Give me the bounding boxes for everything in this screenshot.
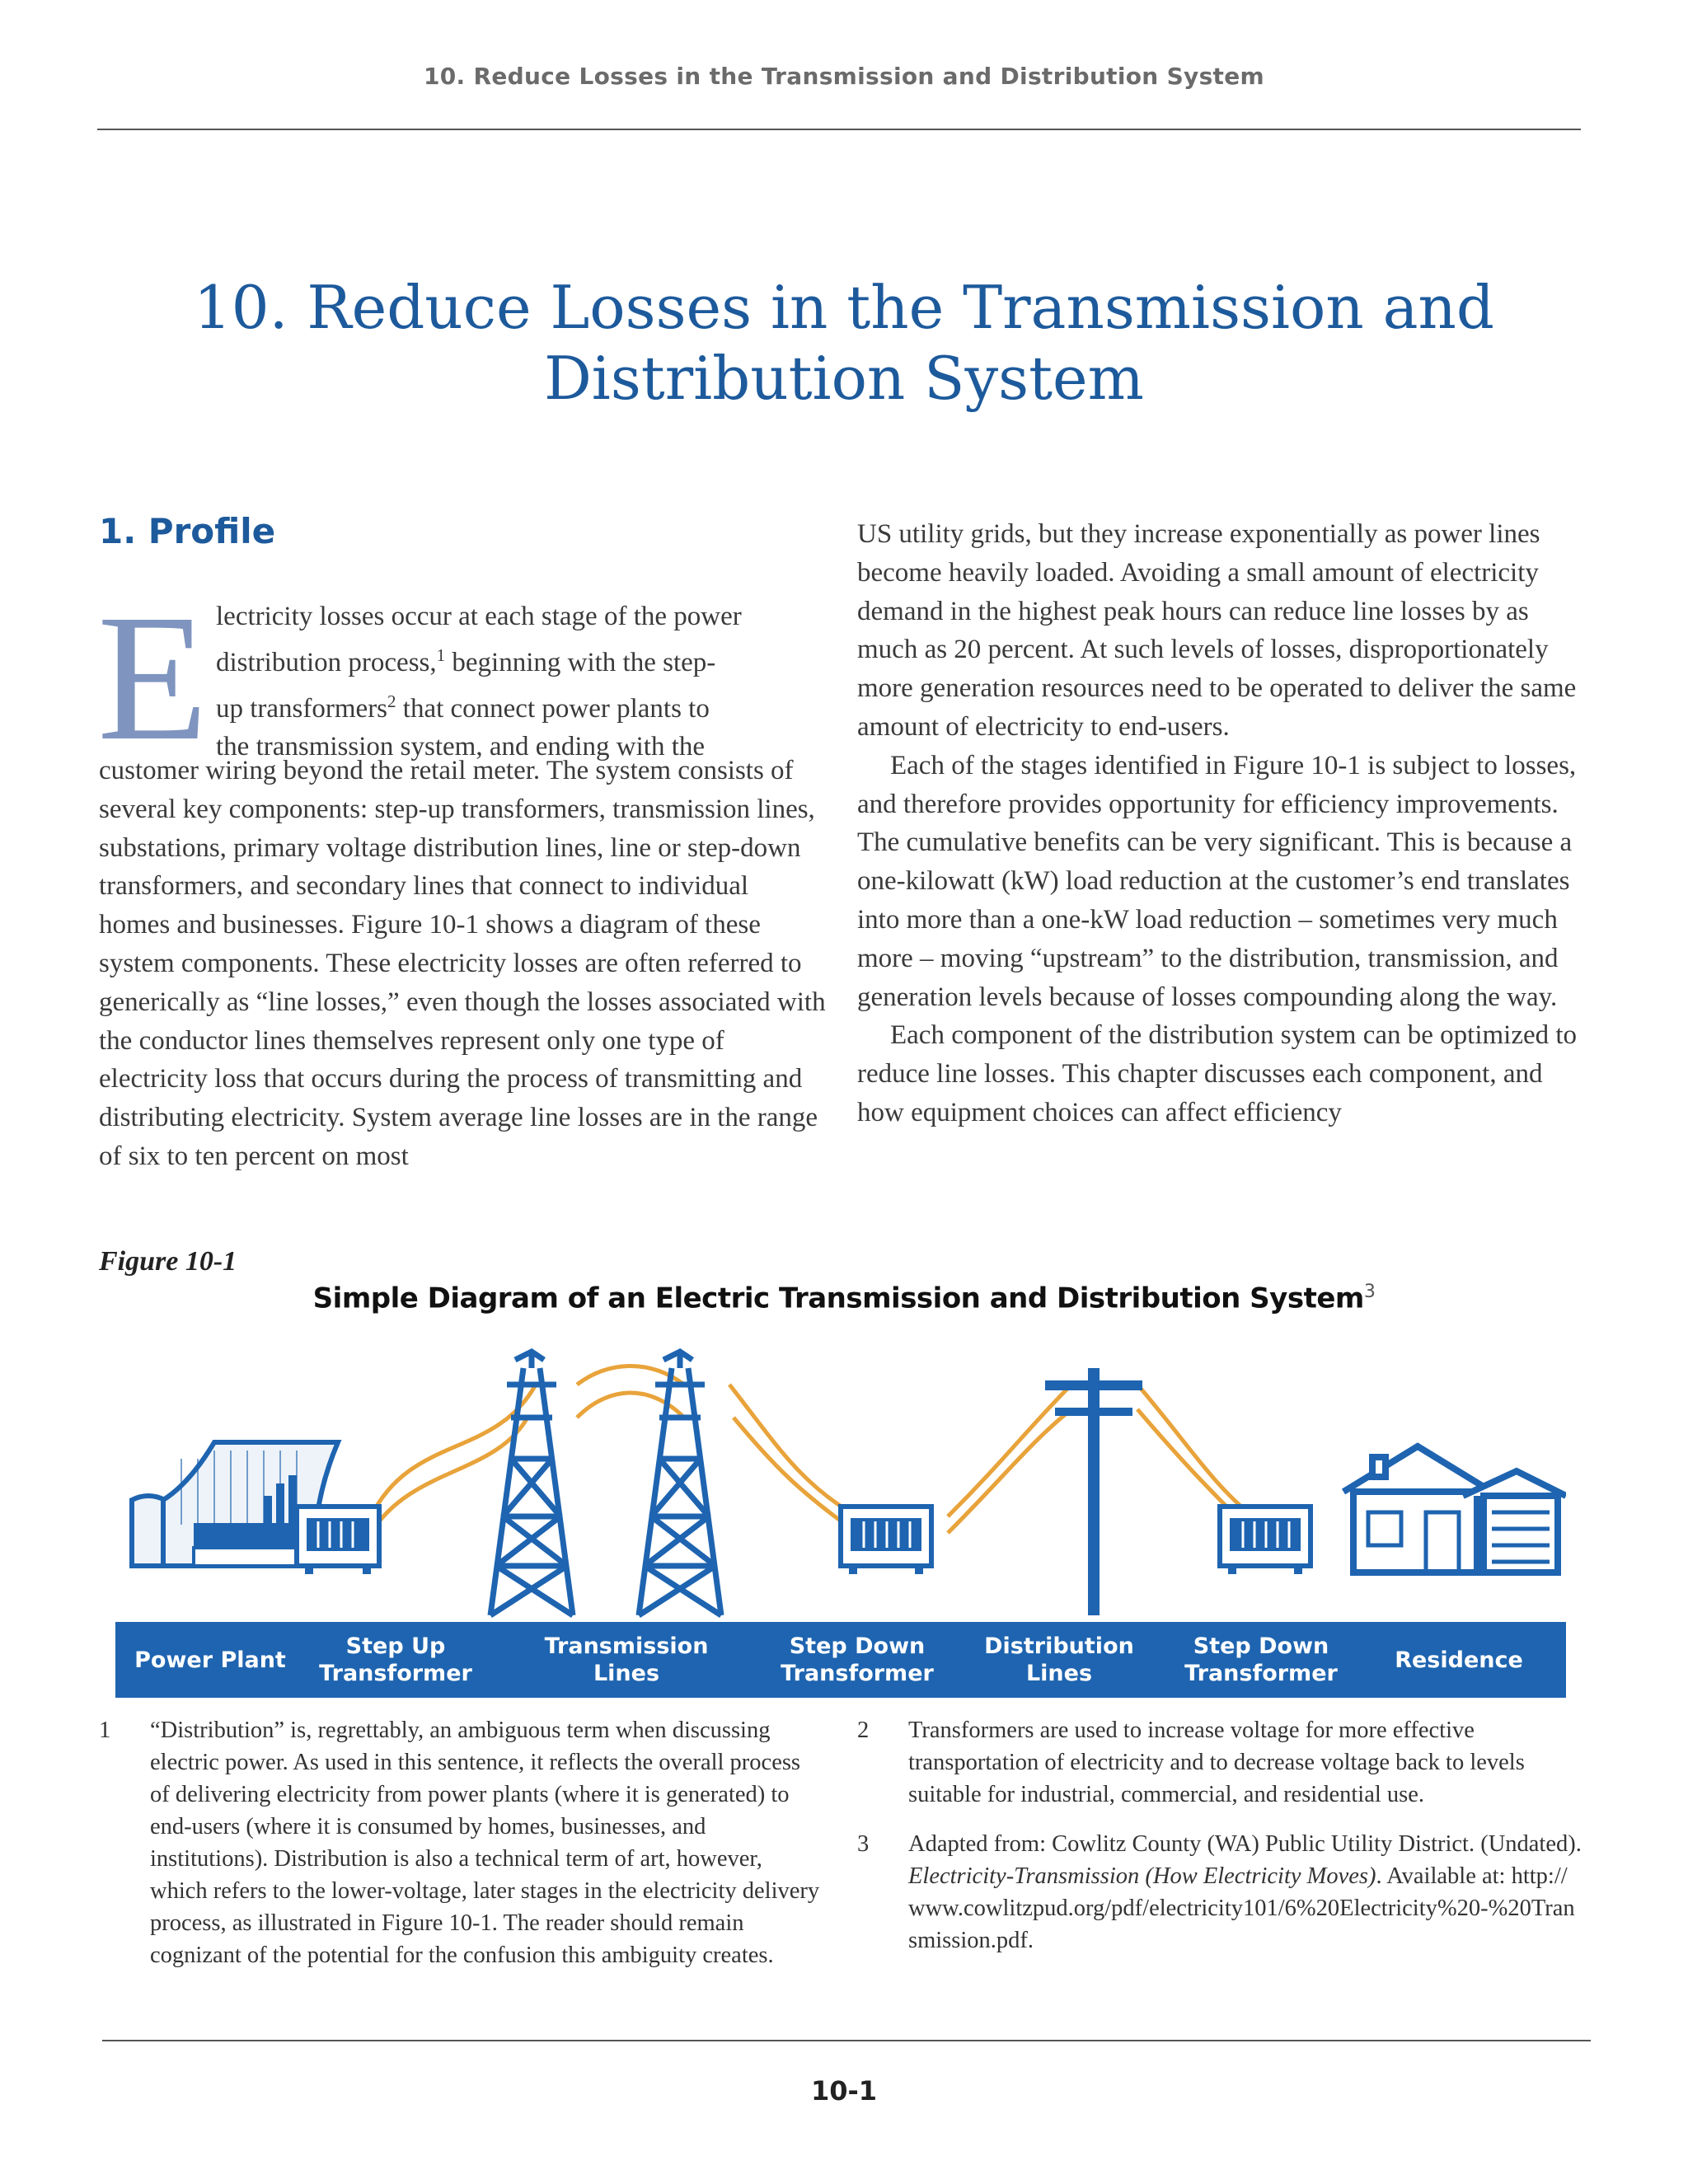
left-column-lead — [216, 598, 842, 766]
distribution-pole-icon — [1045, 1368, 1142, 1615]
right-paragraph-3: Each component of the distribution system can be optimized to reduce line losses. This chapter discusses each component, and how equipment choices can affect efficiency — [857, 1020, 1578, 1127]
transmission-tower-icon — [639, 1352, 721, 1615]
lead-line-1: lectricity losses occur at each stage of the power — [216, 602, 742, 631]
chapter-title — [165, 272, 1523, 414]
lead-line-3 — [216, 682, 842, 729]
lead-line-3-tail: that connect power plants to — [396, 693, 710, 724]
figure-title — [0, 1282, 1688, 1315]
step-down-transformer-icon — [1220, 1507, 1311, 1574]
stage-label-transmission-lines: Transmission Lines — [544, 1633, 709, 1686]
header-rule — [97, 129, 1581, 130]
lead-line-2-text: distribution process, — [216, 647, 437, 677]
lead-line-2-tail: beginning with the step- — [445, 647, 716, 677]
right-paragraph-1: US utility grids, but they increase exponentially as power lines become heavily loaded. Avoiding a small amount of electricity demand in the highest peak hours can reduce line losses by as much as 20 percent. At such levels of losses, disproportionately more generation resources need to be operated to deliver the same amount of electricity to end-users. — [857, 519, 1577, 742]
footer-rule — [102, 2040, 1591, 2041]
figure-title-footnote-ref: 3 — [1363, 1282, 1376, 1302]
chapter-title-line2: Distribution System — [544, 344, 1144, 413]
right-paragraph-2: Each of the stages identified in Figure 10-1 is subject to losses, and therefore provides opportunity for efficiency improvements. The cumulative benefits can be very significant. This is because a one-kilowatt (kW) load reduction at the customer’s end translates into more than a one-kW load reduction – sometimes very much more – moving “upstream” to the distribution, transmission, and generation levels because of losses compounding along the way. — [857, 750, 1577, 1012]
step-up-transformer-icon — [297, 1507, 379, 1574]
residence-icon — [1343, 1446, 1566, 1572]
lead-line-2 — [216, 636, 842, 682]
figure-title-text: Simple Diagram of an Electric Transmission and Distribution System — [312, 1282, 1364, 1315]
footnote-number: 3 — [857, 1831, 870, 1857]
page-number: 10-1 — [810, 2075, 878, 2107]
footnote-ref-2: 2 — [387, 691, 396, 711]
right-column — [857, 515, 1582, 1132]
stage-label-power-plant: Power Plant — [134, 1647, 286, 1673]
footnote-3-title: Electricity-Transmission (How Electricity Moves) — [908, 1863, 1376, 1889]
footnote-text — [908, 1828, 1582, 1957]
footnote-text: “Distribution” is, regrettably, an ambiguous term when discussing electric power. As used in this sentence, it reflects the overall process of delivering electricity from power plants (where it is generated) to end-users (where it is consumed by homes, businesses, and institutions). Distribution is also a technical term of art, however, which refers to the lower-voltage, later stages in the electricity delivery process, as illustrated in Figure 10-1. The reader should remain cognizant of the potential for the confusion this ambiguity creates. — [150, 1718, 820, 1968]
stage-label-step-down-transformer-2: Step Down Transformer — [1184, 1633, 1338, 1686]
stage-label-distribution-lines: Distribution Lines — [984, 1633, 1134, 1686]
stage-label-residence: Residence — [1395, 1647, 1523, 1673]
figure-label: Figure 10-1 — [99, 1246, 237, 1277]
step-down-transformer-icon — [841, 1507, 931, 1574]
footnote-3-post: . Available at: http://www.cowlitzpud.org/pdf/electricity101/6%20Electricity%20-%20Transmission.pdf. — [908, 1863, 1575, 1953]
running-head: 10. Reduce Losses in the Transmission and Distribution System — [423, 63, 1265, 90]
lead-line-4: the transmission system, and ending with the — [216, 732, 706, 762]
footnote-ref-1: 1 — [436, 644, 446, 665]
footnote-number: 2 — [857, 1718, 870, 1743]
drop-cap: E — [97, 577, 209, 778]
lead-line-3-text: up transformers — [216, 693, 388, 724]
left-column-body — [99, 752, 826, 1176]
stage-label-step-down-transformer: Step Down Transformer — [781, 1633, 934, 1686]
chapter-title-line1: 10. Reduce Losses in the Transmission and — [194, 273, 1494, 342]
footnote-text: Transformers are used to increase voltage for more effective transportation of electricity and to decrease voltage back to levels suitable for industrial, commercial, and residential use. — [908, 1718, 1525, 1807]
left-body-paragraph: customer wiring beyond the retail meter. The system consists of several key components: step-up transformers, transmission lines, substations, primary voltage distribution lines, line or step-down transformers, and secondary lines that connect to individual homes and businesses. Figure 10-1 shows a diagram of these system components. These electricity losses are often referred to generically as “line losses,” even though the losses associated with the conductor lines themselves represent only one type of electricity loss that occurs during the process of transmitting and distributing electricity. System average line losses are in the range of six to ten percent on most — [99, 756, 826, 1171]
footnote-number: 1 — [99, 1718, 111, 1743]
footnote-3-pre: Adapted from: Cowlitz County (WA) Public Utility District. (Undated). — [908, 1831, 1582, 1857]
stage-label-bar — [115, 1622, 1566, 1698]
section-heading: 1. Profile — [99, 511, 276, 551]
stage-label-step-up-transformer: Step Up Transformer — [319, 1633, 472, 1686]
